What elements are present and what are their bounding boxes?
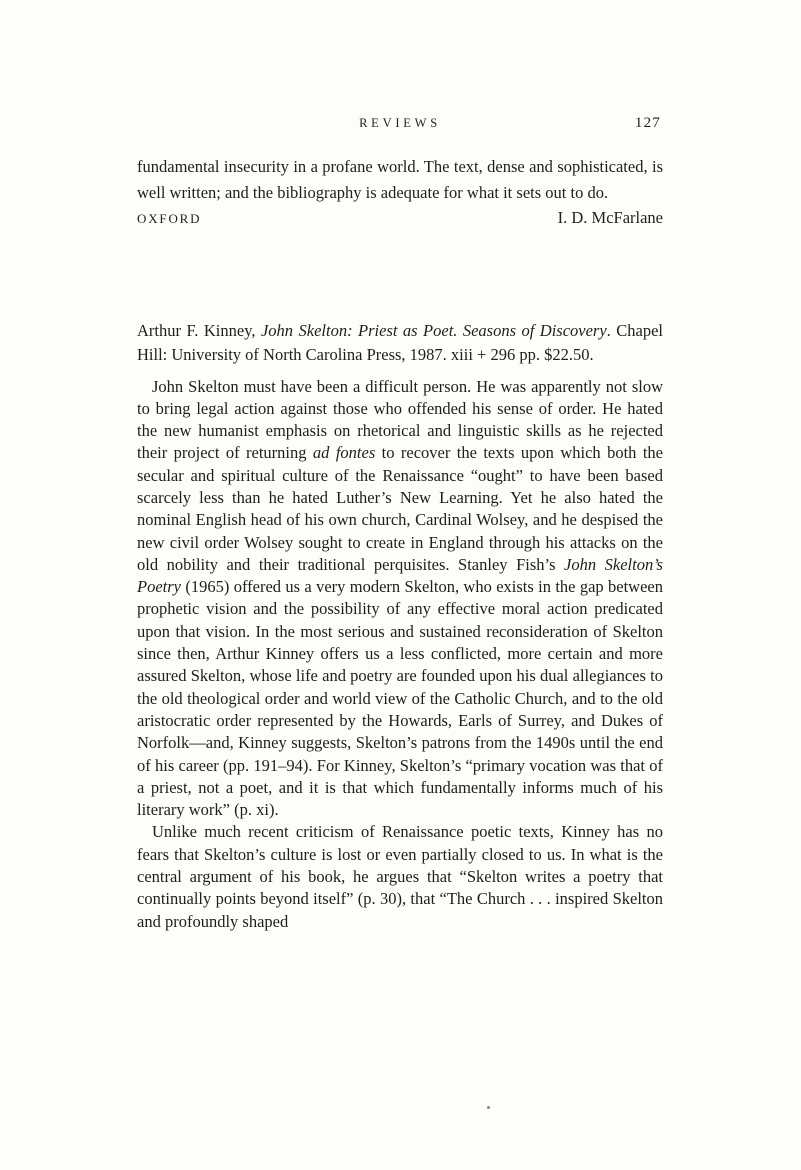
citation-author: Arthur F. Kinney, — [137, 320, 261, 340]
signature-line — [137, 205, 663, 232]
page-number: 127 — [634, 115, 661, 131]
previous-review-closing — [137, 154, 663, 232]
scan-speck — [487, 1106, 490, 1109]
italic-phrase-ad-fontes: ad fontes — [312, 443, 376, 463]
running-title: REVIEWS — [359, 116, 441, 130]
text-column — [137, 116, 663, 933]
reviewer-place: OXFORD — [137, 211, 202, 226]
italic-title-skeltons-poetry: John Skelton’s Poetry — [137, 554, 663, 597]
review-paragraph-1 — [137, 376, 663, 822]
paragraph-text: to recover the texts upon which both the secular and spiritual culture of the Renaissance “ought” to have been based scarcely less than he hated Luther’s New Learning. Yet he also hated the nominal English head of his own church, Cardinal Wolsey, and he despised the new civil order Wolsey sought to create in England through his attacks on the old nobility and their traditional perquisites. Stanley Fish’s — [137, 443, 663, 574]
page-header — [137, 116, 663, 134]
review-paragraph-2: Unlike much recent criticism of Renaissance poetic texts, Kinney has no fears that Skelton’s culture is lost or even partially closed to us. In what is the central argument of his book, he argues that “Skelton writes a poetry that continually points beyond itself” (p. 30), that “The Church . . . inspired Skelton and profoundly shaped — [137, 822, 663, 931]
paragraph-text: John Skelton must have been a difficult person. He was apparently not slow to bring legal action against those who offended his sense of order. He hated the new humanist emphasis on rhetorical and linguistic skills as he rejected their project of returning — [137, 376, 663, 463]
reviewer-name: I. D. McFarlane — [557, 208, 663, 227]
citation-imprint: . Chapel Hill: University of North Carolina Press, 1987. xiii + 296 pp. $22.50. — [137, 320, 663, 364]
review-body — [137, 376, 663, 933]
citation-book-title: John Skelton: Priest as Poet. Seasons of Discovery — [260, 320, 607, 340]
closing-paragraph: fundamental insecurity in a profane world. The text, dense and sophisticated, is well written; and the bibliography is adequate for what it sets out to do. — [137, 157, 663, 202]
book-citation — [137, 319, 663, 367]
paragraph-text: (1965) offered us a very modern Skelton, who exists in the gap between prophetic vision and the possibility of any effective moral action predicated upon that vision. In the most serious and sustained reconsideration of Skelton since then, Arthur Kinney offers us a less conflicted, more certain and more assured Skelton, whose life and poetry are founded upon his dual allegiances to the old theological order and world view of the Catholic Church, and to the old aristocratic order represented by the Howards, Earls of Surrey, and Dukes of Norfolk—and, Kinney suggests, Skelton’s patrons from the 1490s until the end of his career (pp. 191–94). For Kinney, Skelton’s “primary vocation was that of a priest, not a poet, and it is that which fundamentally informs much of his literary work” (p. xi). — [137, 577, 663, 820]
